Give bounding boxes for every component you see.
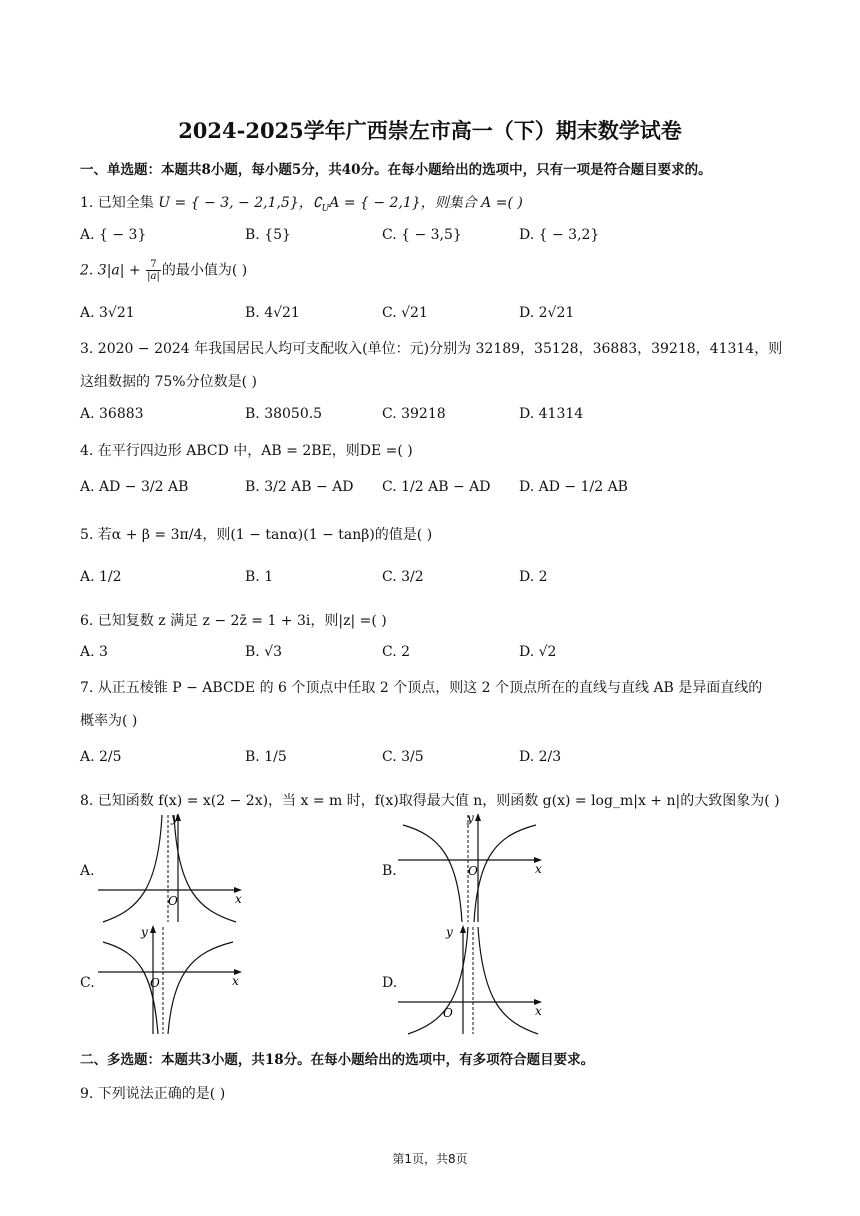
graph-a-origin: O — [168, 894, 178, 908]
graph-b-y-label: y — [467, 811, 474, 825]
page-title: 2024-2025学年广西崇左市高一（下）期末数学试卷 — [178, 118, 682, 143]
graph-d-x-label: x — [535, 1004, 542, 1018]
q2-option-d: D. 2√21 — [519, 305, 575, 321]
question-7-line-2: 概率为( ) — [80, 713, 138, 729]
q6-option-c: C. 2 — [382, 644, 411, 660]
graph-c-origin: O — [150, 976, 160, 990]
q8-graph-c — [98, 922, 248, 1037]
question-8: 8. 已知函数 f(x) = x(2 − 2x)，当 x = m 时，f(x)取得最大值 n，则函数 g(x) = log_m|x + n|的大致图象为( ) — [80, 793, 780, 809]
q2-option-b: B. 4√21 — [245, 305, 300, 321]
graph-a-y-label: y — [171, 811, 178, 825]
graph-b-x-label: x — [535, 862, 542, 876]
q5-option-c: C. 3/2 — [382, 569, 424, 585]
q5-option-d: D. 2 — [519, 569, 548, 585]
q8-option-a-label: A. — [80, 863, 95, 879]
q6-option-d: D. √2 — [519, 644, 557, 660]
graph-d-origin: O — [443, 1006, 453, 1020]
q1-option-d: D. { − 3,2} — [519, 227, 600, 243]
q5-option-a: A. 1/2 — [80, 569, 122, 585]
graph-c-y-label: y — [141, 925, 148, 939]
q6-option-b: B. √3 — [245, 644, 283, 660]
question-3-line-2: 这组数据的 75%分位数是( ) — [80, 374, 257, 390]
question-7-line-1: 7. 从正五棱锥 P − ABCDE 的 6 个顶点中任取 2 个顶点，则这 2 个顶点所在的直线与直线 AB 是异面直线的 — [80, 680, 763, 696]
q2-option-a: A. 3√21 — [80, 305, 135, 321]
q3-option-c: C. 39218 — [382, 406, 446, 422]
graph-a-x-label: x — [235, 892, 242, 906]
q8-graph-a — [98, 810, 248, 925]
q7-option-a: A. 2/5 — [80, 749, 122, 765]
q1-option-a: A. { − 3} — [80, 227, 147, 243]
q3-option-b: B. 38050.5 — [245, 406, 323, 422]
q3-option-a: A. 36883 — [80, 406, 144, 422]
q8-option-b-label: B. — [382, 863, 397, 879]
q8-option-d-label: D. — [382, 975, 398, 991]
question-2: 2. 3|a| + $\frac{7}{|a|}$ 的最小值为( ) — [80, 259, 248, 282]
q7-option-c: C. 3/5 — [382, 749, 424, 765]
question-9: 9. 下列说法正确的是( ) — [80, 1086, 226, 1102]
question-1: 1. 已知全集 U = { − 3, − 2,1,5}，$∁_UA$ = { − 2,1}，则集合 A =( ) — [80, 195, 523, 214]
q6-option-a: A. 3 — [80, 644, 108, 660]
page-footer: 第1页，共8页 — [392, 1152, 468, 1166]
graph-b-origin: O — [468, 864, 478, 878]
graph-c-x-label: x — [232, 974, 239, 988]
q5-option-b: B. 1 — [245, 569, 274, 585]
q3-option-d: D. 41314 — [519, 406, 584, 422]
q1-option-c: C. { − 3,5} — [382, 227, 462, 243]
q8-option-c-label: C. — [80, 975, 95, 991]
question-5: 5. 若α + β = 3π/4，则(1 − tanα)(1 − tanβ)的值是( ) — [80, 527, 433, 543]
question-3-line-1: 3. 2020 − 2024 年我国居民人均可支配收入(单位：元)分别为 32189，35128，36883，39218，41314，则 — [80, 341, 783, 357]
q2-option-c: C. √21 — [382, 305, 428, 321]
graph-d-y-label: y — [446, 925, 453, 939]
q4-option-a: A. AD − 3/2 AB — [80, 479, 189, 495]
q4-option-d: D. AD − 1/2 AB — [519, 479, 628, 495]
section-1-header: 一、单选题：本题共8小题，每小题5分，共40分。在每小题给出的选项中，只有一项是符合题目要求的。 — [80, 162, 712, 178]
question-4: 4. 在平行四边形 ABCD 中，AB = 2BE，则DE =( ) — [80, 443, 413, 459]
q4-option-c: C. 1/2 AB − AD — [382, 479, 491, 495]
section-2-header: 二、多选题：本题共3小题，共18分。在每小题给出的选项中，有多项符合题目要求。 — [80, 1052, 595, 1068]
q8-graph-d — [398, 922, 548, 1037]
q7-option-b: B. 1/5 — [245, 749, 287, 765]
q8-graph-b — [398, 810, 548, 925]
question-6: 6. 已知复数 z 满足 z − 2z̄ = 1 + 3i，则|z| =( ) — [80, 613, 387, 629]
q4-option-b: B. 3/2 AB − AD — [245, 479, 354, 495]
q7-option-d: D. 2/3 — [519, 749, 562, 765]
q1-option-b: B. {5} — [245, 227, 291, 243]
